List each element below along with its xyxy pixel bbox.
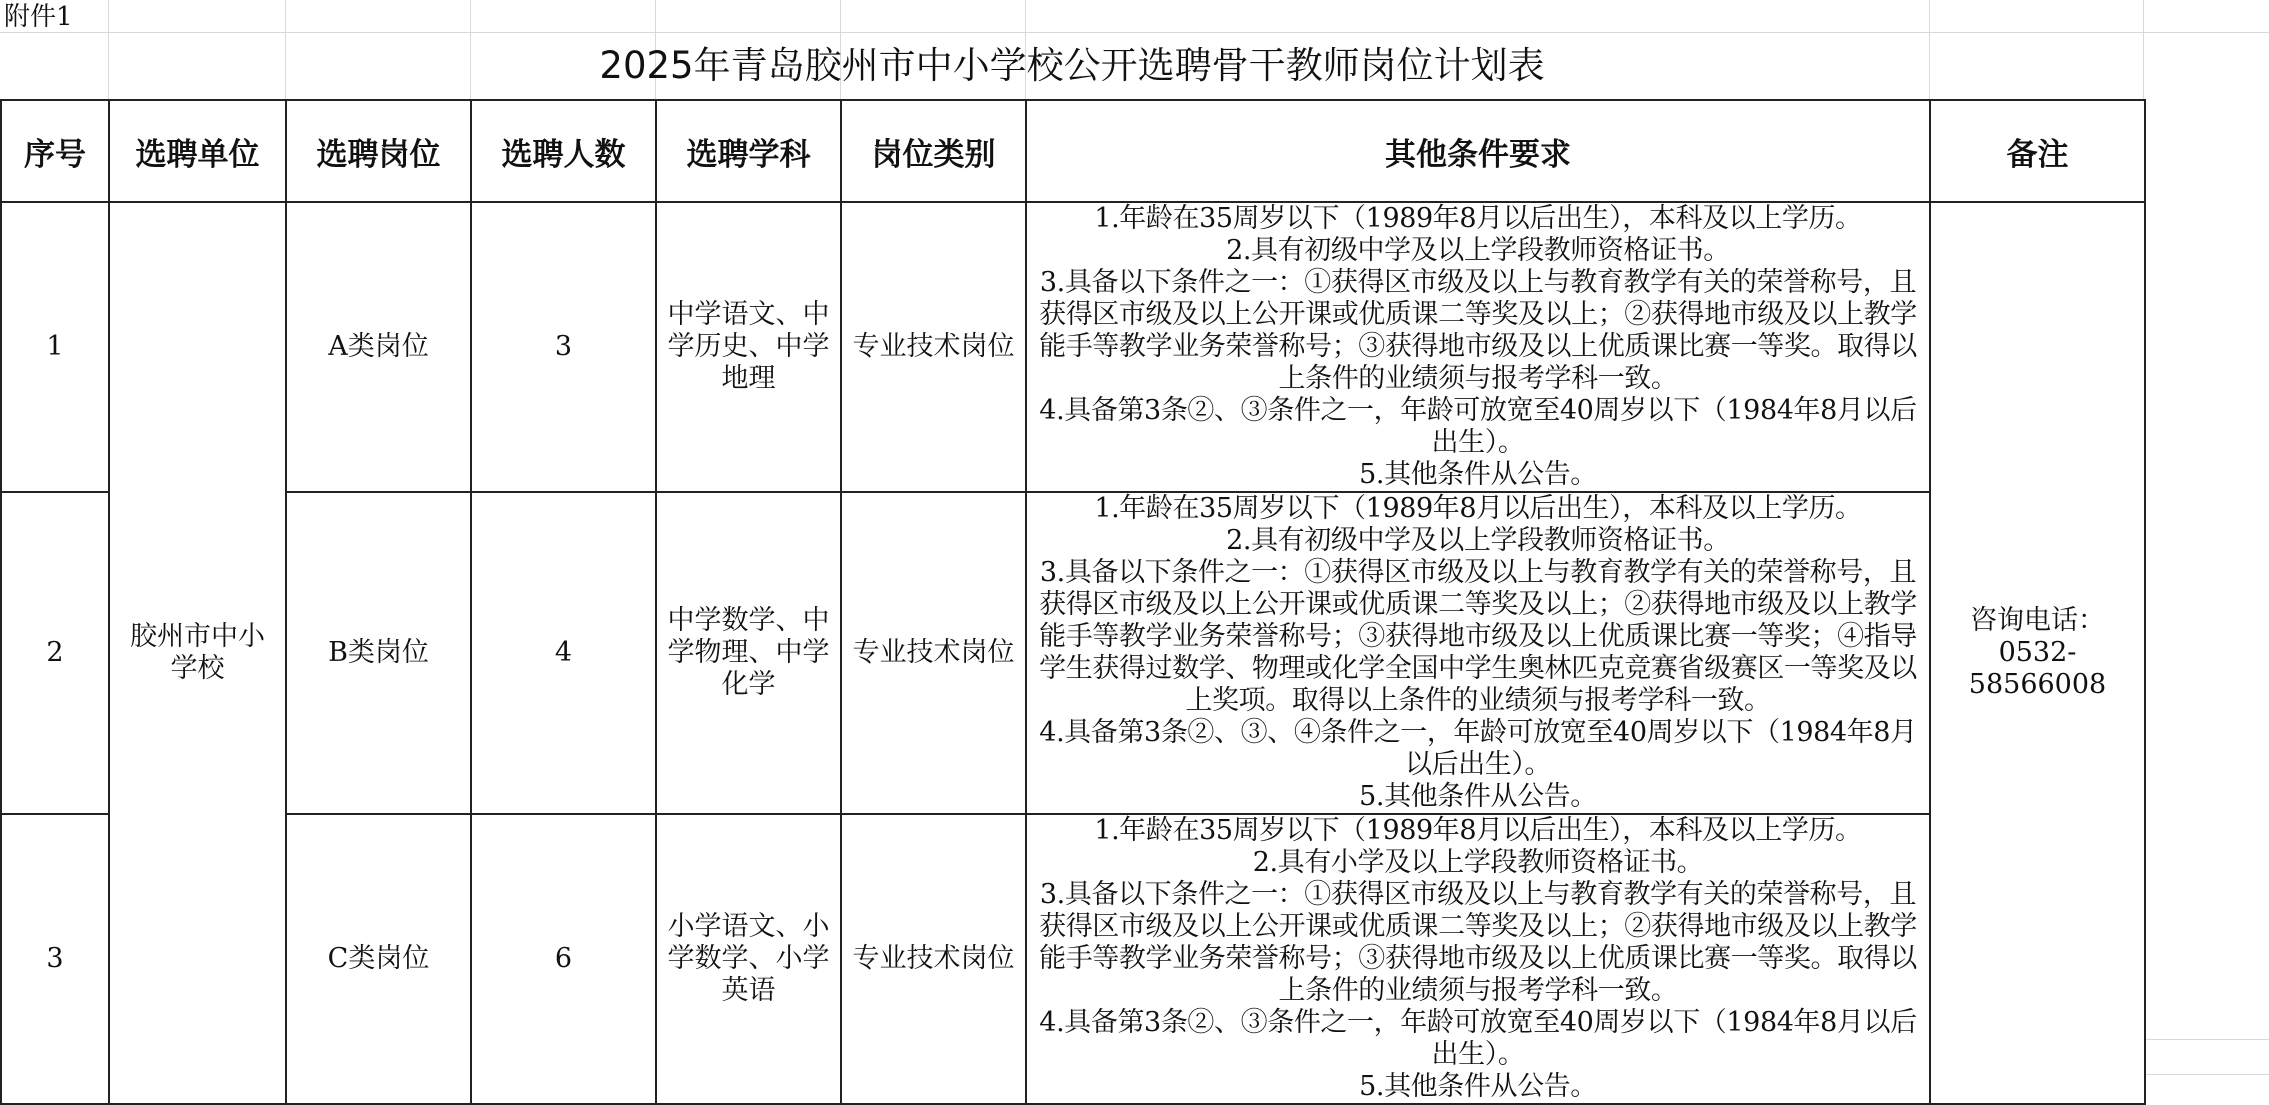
condition-line: 5.其他条件从公告。 [1359, 781, 1597, 812]
recruitment-plan-table [0, 99, 2146, 1105]
condition-line: 3.具备以下条件之一：①获得区市级及以上与教育教学有关的荣誉称号，且获得区市级及以上公开课或优质课二等奖及以上；②获得地市级及以上教学能手等教学业务荣誉称号；③获得地市级及以上优质课比赛一等奖；④指导学生获得过数学、物理或化学全国中学生奥林匹克竞赛省级赛区一等奖及以上奖项。取得以上条件的业绩须与报考学科一致。 [1039, 557, 1917, 716]
sheet-gridline [0, 32, 2269, 33]
category-cell: 专业技术岗位 [841, 492, 1026, 814]
table-row [1, 202, 2145, 492]
header-post: 选聘岗位 [286, 100, 471, 202]
category-cell: 专业技术岗位 [841, 814, 1026, 1104]
header-unit: 选聘单位 [109, 100, 286, 202]
header-remark: 备注 [1930, 100, 2145, 202]
condition-line: 5.其他条件从公告。 [1359, 1071, 1597, 1102]
condition-line: 5.其他条件从公告。 [1359, 459, 1597, 490]
condition-line: 2.具有小学及以上学段教师资格证书。 [1252, 847, 1704, 878]
serial-no-cell: 2 [1, 492, 109, 814]
condition-line: 1.年龄在35周岁以下（1989年8月以后出生），本科及以上学历。 [1094, 203, 1862, 234]
conditions-cell [1026, 202, 1930, 492]
remark-cell: 咨询电话：0532-58566008 [1930, 202, 2145, 1104]
table-row [1, 814, 2145, 1104]
condition-line: 1.年龄在35周岁以下（1989年8月以后出生），本科及以上学历。 [1094, 493, 1862, 524]
condition-line: 1.年龄在35周岁以下（1989年8月以后出生），本科及以上学历。 [1094, 815, 1862, 846]
condition-line: 2.具有初级中学及以上学段教师资格证书。 [1226, 525, 1730, 556]
attachment-label: 附件1 [4, 2, 73, 32]
header-count: 选聘人数 [471, 100, 656, 202]
serial-no-cell: 1 [1, 202, 109, 492]
category-cell: 专业技术岗位 [841, 202, 1026, 492]
unit-cell: 胶州市中小学校 [109, 202, 286, 1104]
post-cell: B类岗位 [286, 492, 471, 814]
subject-cell: 中学数学、中学物理、中学化学 [656, 492, 841, 814]
header-category: 岗位类别 [841, 100, 1026, 202]
subject-cell: 小学语文、小学数学、小学英语 [656, 814, 841, 1104]
conditions-cell [1026, 814, 1930, 1104]
count-cell: 4 [471, 492, 656, 814]
condition-line: 3.具备以下条件之一：①获得区市级及以上与教育教学有关的荣誉称号，且获得区市级及以上公开课或优质课二等奖及以上；②获得地市级及以上教学能手等教学业务荣誉称号；③获得地市级及以上优质课比赛一等奖。取得以上条件的业绩须与报考学科一致。 [1039, 267, 1917, 394]
condition-line: 4.具备第3条②、③条件之一，年龄可放宽至40周岁以下（1984年8月以后出生）。 [1039, 1007, 1917, 1070]
table-row [1, 492, 2145, 814]
conditions-cell [1026, 492, 1930, 814]
post-cell: C类岗位 [286, 814, 471, 1104]
condition-line: 2.具有初级中学及以上学段教师资格证书。 [1226, 235, 1730, 266]
count-cell: 3 [471, 202, 656, 492]
condition-line: 4.具备第3条②、③条件之一，年龄可放宽至40周岁以下（1984年8月以后出生）。 [1039, 395, 1917, 458]
post-cell: A类岗位 [286, 202, 471, 492]
serial-no-cell: 3 [1, 814, 109, 1104]
header-subject: 选聘学科 [656, 100, 841, 202]
header-conditions: 其他条件要求 [1026, 100, 1930, 202]
condition-line: 3.具备以下条件之一：①获得区市级及以上与教育教学有关的荣誉称号，且获得区市级及以上公开课或优质课二等奖及以上；②获得地市级及以上教学能手等教学业务荣誉称号；③获得地市级及以上优质课比赛一等奖。取得以上条件的业绩须与报考学科一致。 [1039, 879, 1917, 1006]
subject-cell: 中学语文、中学历史、中学地理 [656, 202, 841, 492]
condition-line: 4.具备第3条②、③、④条件之一，年龄可放宽至40周岁以下（1984年8月以后出生）。 [1039, 717, 1917, 780]
table-header-row [1, 100, 2145, 202]
page-title: 2025年青岛胶州市中小学校公开选聘骨干教师岗位计划表 [599, 44, 1545, 87]
header-serial-no: 序号 [1, 100, 109, 202]
count-cell: 6 [471, 814, 656, 1104]
